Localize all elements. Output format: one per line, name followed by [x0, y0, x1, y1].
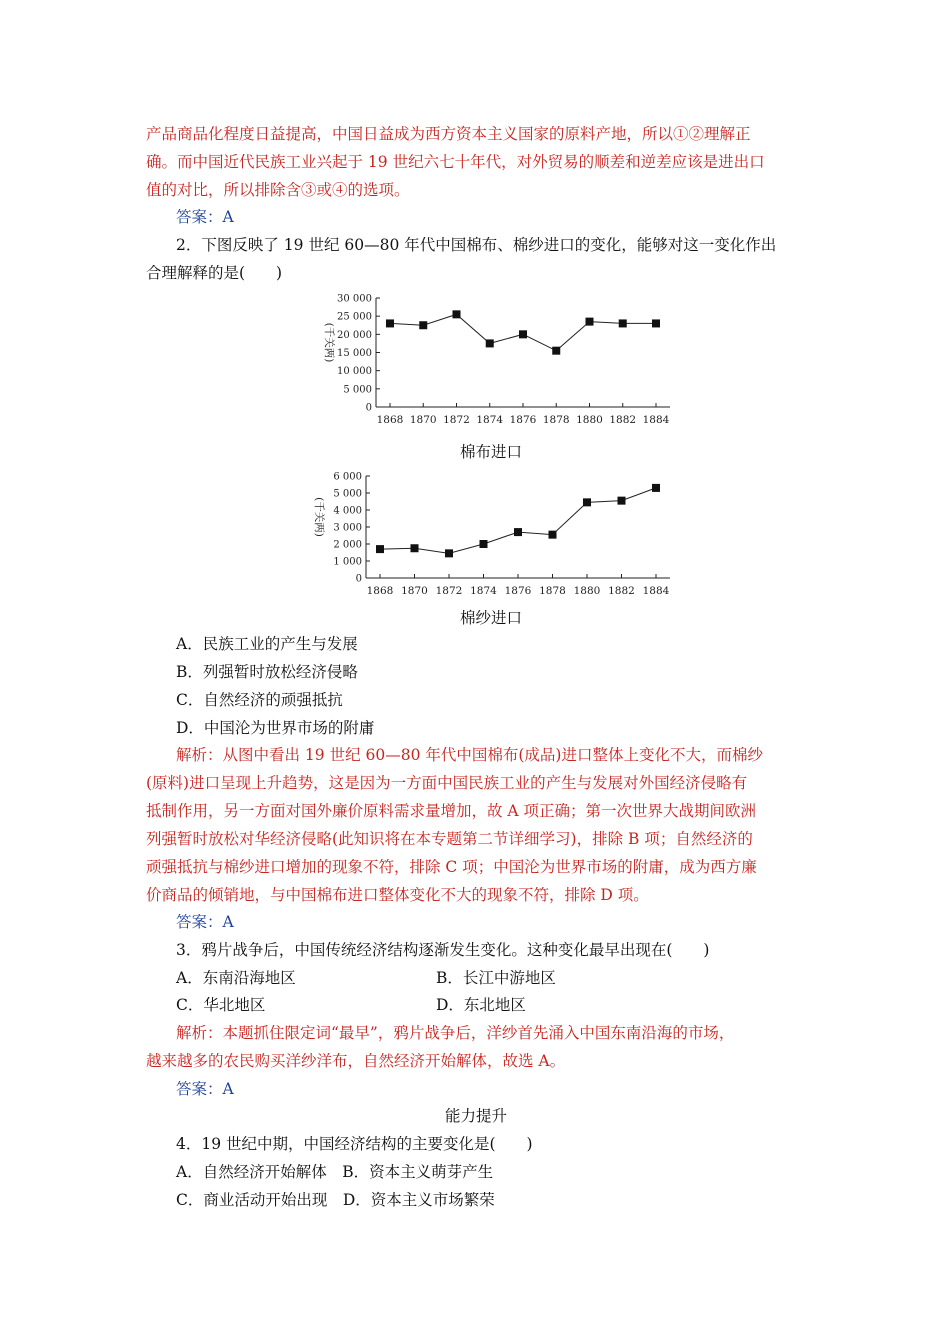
yarn-import-chart	[300, 468, 680, 598]
data-point	[453, 310, 461, 318]
data-point	[419, 321, 427, 329]
y-tick-label: 3 000	[333, 522, 362, 534]
x-tick-label: 1880	[573, 585, 601, 597]
data-point	[480, 540, 488, 548]
question-2-option-c: C．自然经济的顽强抵抗	[176, 691, 343, 709]
x-tick-label: 1878	[539, 585, 566, 597]
answer-2: 答案：A	[176, 913, 234, 931]
analysis-2-line-4: 列强暂时放松对华经济侵略(此知识将在本专题第二节详细学习)，排除 B 项；自然经济的	[146, 830, 753, 848]
analysis-2-line-6: 价商品的倾销地，与中国棉布进口整体变化不大的现象不符，排除 D 项。	[146, 886, 649, 904]
x-tick-label: 1884	[642, 414, 670, 426]
x-tick-label: 1872	[443, 414, 470, 426]
y-tick-label: 0	[355, 573, 362, 585]
data-point	[549, 531, 557, 539]
analysis-3-line-2: 越来越多的农民购买洋纱洋布，自然经济开始解体，故选 A。	[146, 1052, 566, 1070]
data-point	[445, 549, 453, 557]
analysis-1-line-3: 值的对比，所以排除含③或④的选项。	[146, 181, 410, 199]
y-axis-label: (千关两)	[323, 322, 335, 363]
data-point	[411, 544, 419, 552]
data-point	[552, 347, 560, 355]
x-tick-label: 1882	[609, 414, 637, 426]
y-tick-label: 30 000	[337, 293, 372, 305]
answer-1: 答案：A	[176, 208, 234, 226]
y-axis-label: (千关两)	[313, 497, 325, 537]
y-tick-label: 10 000	[337, 366, 372, 378]
question-3-option-b: B．长江中游地区	[436, 969, 556, 987]
data-point	[583, 498, 591, 506]
question-2-option-a: A．民族工业的产生与发展	[176, 635, 358, 653]
x-tick-label: 1884	[642, 585, 670, 597]
data-point	[519, 330, 527, 338]
data-point	[486, 339, 494, 347]
x-tick-label: 1870	[401, 585, 428, 597]
y-tick-label: 20 000	[337, 329, 372, 341]
x-tick-label: 1876	[504, 585, 532, 597]
y-tick-label: 15 000	[337, 348, 372, 359]
data-point	[586, 318, 594, 326]
x-tick-label: 1878	[542, 414, 570, 426]
y-tick-label: 2 000	[333, 539, 362, 551]
x-tick-label: 1870	[409, 414, 437, 426]
cloth-import-chart	[300, 290, 680, 430]
question-4-options-line-1: A．自然经济开始解体 B．资本主义萌芽产生	[176, 1163, 494, 1181]
analysis-3-line-1: 解析：本题抓住限定词“最早”，鸦片战争后，洋纱首先涌入中国东南沿海的市场，	[176, 1024, 735, 1042]
analysis-1-line-1: 产品商品化程度日益提高，中国日益成为西方资本主义国家的原料产地，所以①②理解正	[146, 125, 751, 143]
y-tick-label: 5 000	[343, 384, 372, 396]
question-3-option-a: A．东南沿海地区	[176, 969, 296, 987]
data-point	[386, 319, 394, 327]
yarn-import-caption: 棉纱进口	[459, 609, 522, 627]
x-tick-label: 1874	[476, 414, 504, 426]
data-point	[376, 545, 384, 553]
y-tick-label: 0	[365, 402, 372, 414]
question-4-stem: 4．19 世纪中期，中国经济结构的主要变化是( )	[176, 1135, 533, 1153]
question-4-options-line-2: C．商业活动开始出现 D．资本主义市场繁荣	[176, 1191, 495, 1209]
x-tick-label: 1880	[576, 414, 603, 426]
y-tick-label: 5 000	[333, 488, 362, 500]
question-3-option-d: D．东北地区	[436, 996, 526, 1014]
data-point	[652, 484, 660, 492]
series-line	[380, 488, 656, 553]
question-2-stem-line-1: 2．下图反映了 19 世纪 60—80 年代中国棉布、棉纱进口的变化，能够对这一变化作出	[176, 236, 777, 254]
y-tick-label: 25 000	[337, 311, 372, 323]
analysis-2-line-5: 顽强抵抗与棉纱进口增加的现象不符，排除 C 项；中国沦为世界市场的附庸，成为西方廉	[146, 858, 757, 876]
section-title: 能力提升	[445, 1107, 508, 1125]
analysis-2-line-1: 解析：从图中看出 19 世纪 60—80 年代中国棉布(成品)进口整体上变化不大，而棉纱	[176, 746, 763, 764]
answer-3: 答案：A	[176, 1080, 234, 1098]
data-point	[652, 319, 660, 327]
data-point	[619, 319, 627, 327]
x-tick-label: 1868	[376, 414, 404, 426]
data-point	[618, 497, 626, 505]
x-tick-label: 1872	[435, 585, 463, 597]
x-tick-label: 1882	[608, 585, 635, 597]
y-tick-label: 1 000	[333, 556, 362, 568]
question-3-stem: 3．鸦片战争后，中国传统经济结构逐渐发生变化。这种变化最早出现在( )	[176, 941, 710, 959]
x-tick-label: 1868	[366, 585, 394, 597]
question-2-stem-line-2: 合理解释的是( )	[146, 264, 283, 282]
y-tick-label: 4 000	[333, 505, 362, 517]
question-2-option-d: D．中国沦为世界市场的附庸	[176, 719, 375, 737]
question-2-option-b: B．列强暂时放松经济侵略	[176, 663, 358, 681]
data-point	[514, 528, 522, 536]
x-tick-label: 1874	[470, 585, 497, 597]
question-3-option-c: C．华北地区	[176, 996, 266, 1014]
analysis-2-line-2: (原料)进口呈现上升趋势，这是因为一方面中国民族工业的产生与发展对外国经济侵略有	[146, 774, 748, 792]
analysis-1-line-2: 确。而中国近代民族工业兴起于 19 世纪六七十年代，对外贸易的顺差和逆差应该是进出口	[146, 153, 765, 171]
analysis-2-line-3: 抵制作用，另一方面对国外廉价原料需求量增加，故 A 项正确；第一次世界大战期间欧洲	[146, 802, 757, 820]
x-tick-label: 1876	[509, 414, 537, 426]
cloth-import-caption: 棉布进口	[459, 443, 522, 461]
y-tick-label: 6 000	[333, 471, 362, 483]
